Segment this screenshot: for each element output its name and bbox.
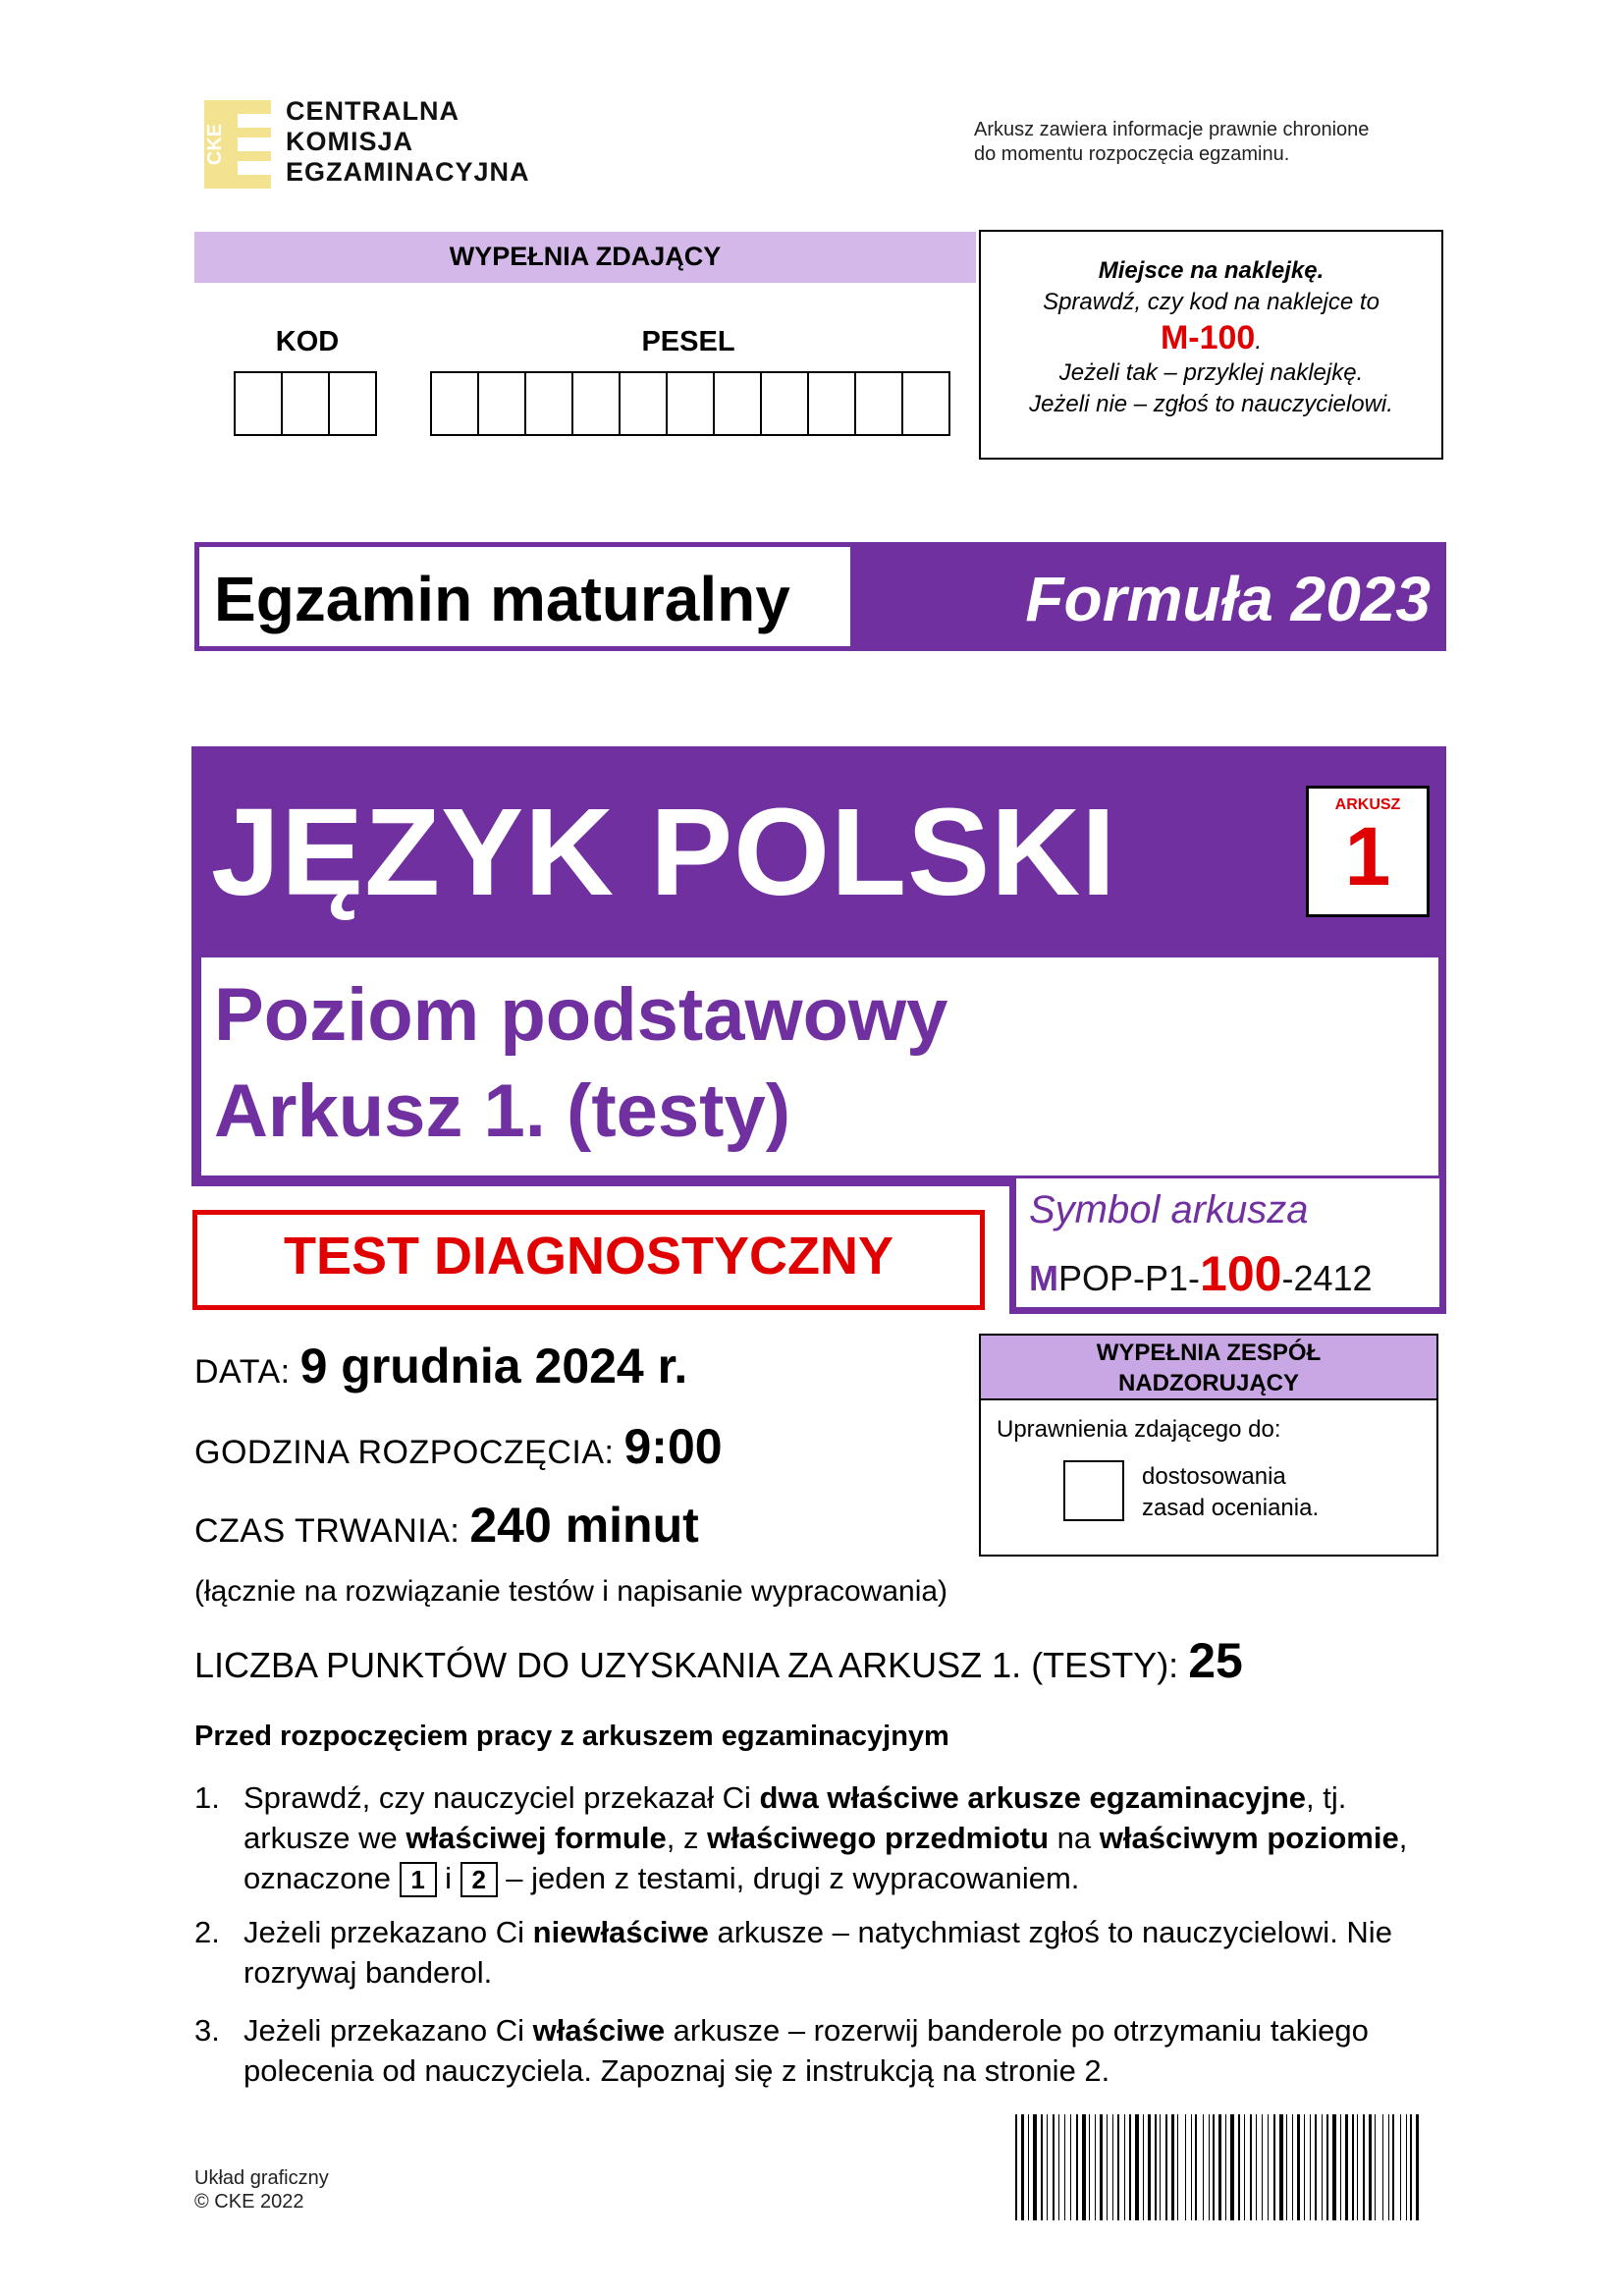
level-line1: Poziom podstawowy <box>214 973 948 1057</box>
kod-cell[interactable] <box>330 373 375 434</box>
duration-note: (łącznie na rozwiązanie testów i napisanie wypracowania) <box>194 1575 948 1608</box>
legal-notice: Arkusz zawiera informacje prawnie chronione do momentu rozpoczęcia egzaminu. <box>974 119 1370 165</box>
sticker-line2: Jeżeli tak – przyklej naklejkę. <box>1058 359 1364 386</box>
kod-cell[interactable] <box>236 373 283 434</box>
exam-duration: CZAS TRWANIA: 240 minut <box>194 1498 699 1553</box>
level-line2: Arkusz 1. (testy) <box>214 1069 791 1153</box>
cke-logo-text: CENTRALNA KOMISJA EGZAMINACYJNA <box>286 96 530 187</box>
sheet-1-marker: 1 <box>400 1862 437 1897</box>
accommodation-checkbox[interactable] <box>1063 1460 1124 1521</box>
kod-cell[interactable] <box>283 373 330 434</box>
pesel-label: PESEL <box>641 326 735 357</box>
symbol-code: MPOP-P1-100-2412 <box>1029 1246 1373 1301</box>
exam-title: Egzamin maturalny <box>214 564 790 634</box>
kod-field[interactable] <box>234 371 377 436</box>
svg-text:CKE: CKE <box>204 123 226 166</box>
subject-title: JĘZYK POLSKI <box>211 783 1117 921</box>
pesel-cell[interactable] <box>903 373 948 434</box>
cke-logo-icon <box>204 100 271 189</box>
pesel-cell[interactable] <box>432 373 479 434</box>
supervisor-text: Uprawnienia zdającego do: <box>997 1416 1281 1443</box>
pesel-cell[interactable] <box>526 373 573 434</box>
sheet-2-marker: 2 <box>460 1862 498 1897</box>
symbol-label: Symbol arkusza <box>1029 1188 1309 1231</box>
pesel-cell[interactable] <box>856 373 903 434</box>
barcode-icon <box>1013 2114 1426 2220</box>
supervisor-header: WYPEŁNIA ZESPÓŁ NADZORUJĄCY <box>981 1336 1436 1400</box>
pesel-field[interactable] <box>430 371 950 436</box>
kod-label: KOD <box>275 326 340 357</box>
pesel-cell[interactable] <box>479 373 526 434</box>
pesel-cell[interactable] <box>668 373 715 434</box>
exam-start-time: GODZINA ROZPOCZĘCIA: 9:00 <box>194 1419 723 1474</box>
arkusz-label: ARKUSZ <box>1334 796 1401 813</box>
points-total: LICZBA PUNKTÓW DO UZYSKANIA ZA ARKUSZ 1. (TESTY): 25 <box>194 1633 1243 1688</box>
pesel-cell[interactable] <box>715 373 762 434</box>
examinee-header: WYPEŁNIA ZDAJĄCY <box>449 242 722 271</box>
arkusz-number: 1 <box>1344 810 1391 902</box>
footer-credit: Układ graficzny © CKE 2022 <box>194 2167 329 2213</box>
exam-formula: Formuła 2023 <box>1025 564 1431 634</box>
sticker-area: Miejsce na naklejkę. Sprawdź, czy kod na naklejce to M-100. Jeżeli tak – przyklej naklejkę. Jeżeli nie – zgłoś to nauczycielowi. <box>979 230 1443 460</box>
pesel-cell[interactable] <box>809 373 856 434</box>
exam-date: DATA: 9 grudnia 2024 r. <box>194 1339 688 1394</box>
sticker-line1: Sprawdź, czy kod na naklejce to <box>1043 289 1380 315</box>
sticker-line3: Jeżeli nie – zgłoś to nauczycielowi. <box>1029 391 1393 417</box>
pesel-cell[interactable] <box>762 373 809 434</box>
test-label: TEST DIAGNOSTYCZNY <box>283 1227 894 1285</box>
sticker-code: M-100 <box>1160 319 1256 356</box>
sticker-title: Miejsce na naklejkę. <box>1098 257 1325 284</box>
instructions-heading: Przed rozpoczęciem pracy z arkuszem egzaminacyjnym <box>194 1721 949 1752</box>
pesel-cell[interactable] <box>573 373 621 434</box>
arkusz-badge <box>1306 786 1430 917</box>
pesel-cell[interactable] <box>621 373 668 434</box>
accommodation-label: dostosowania zasad oceniania. <box>1142 1463 1320 1521</box>
